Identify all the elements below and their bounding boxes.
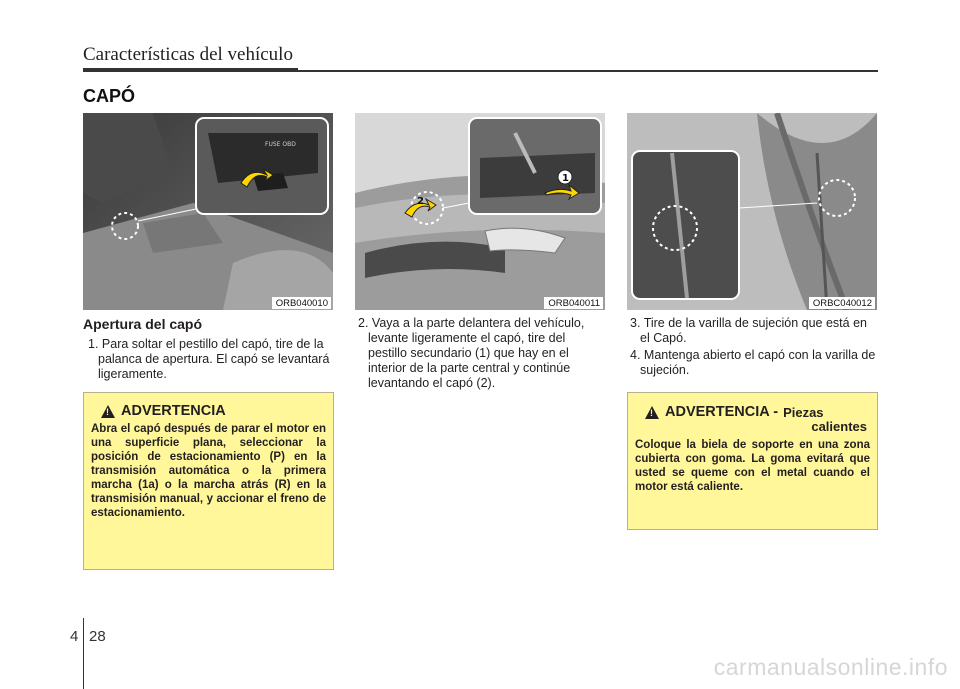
callout-one: 1	[562, 173, 569, 184]
step-number: 3.	[630, 316, 641, 330]
photo-front-latch	[355, 113, 605, 310]
warning-title: ADVERTENCIA	[121, 403, 226, 419]
step-1	[88, 337, 334, 382]
page-header-title: Características del vehículo	[83, 44, 293, 65]
warning-icon	[101, 405, 115, 418]
step-text: Vaya a la parte delantera del vehículo, levante ligeramente el capó, tire del pestillo secundario (1) que hay en el interior de la parte central y continúe levantando el capó (2).	[368, 316, 585, 390]
step-2	[358, 316, 605, 391]
warning-title-suffix: Piezas	[783, 404, 824, 420]
step-4	[630, 348, 878, 378]
page-number-divider	[83, 618, 84, 689]
step-number: 1.	[88, 337, 99, 351]
page-number: 28	[89, 628, 106, 645]
step-text: Para soltar el pestillo del capó, tire de la palanca de apertura. El capó se levantará ligeramente.	[98, 337, 330, 381]
photo-code: ORBC040012	[809, 297, 875, 309]
photo-code: ORB040010	[272, 297, 331, 309]
step-text: Tire de la varilla de sujeción que está en el Capó.	[640, 316, 867, 345]
chapter-number: 4	[70, 628, 79, 645]
photo-release-lever	[83, 113, 333, 310]
watermark: carmanualsonline.info	[713, 654, 948, 680]
header-rule	[83, 70, 878, 72]
warning-box	[83, 392, 334, 570]
section-title: CAPÓ	[83, 86, 136, 106]
callout-two: 2	[417, 196, 424, 207]
photo-code: ORB040011	[544, 297, 603, 309]
warning-title: ADVERTENCIA -	[665, 404, 779, 420]
warning-title-suffix-2: calientes	[811, 419, 867, 434]
warning-icon	[645, 406, 659, 419]
step-3	[630, 316, 878, 346]
step-number: 4.	[630, 348, 641, 362]
warning-box-hot-parts	[627, 392, 878, 530]
warning-text: Coloque la biela de soporte en una zona cubierta con goma. La goma evitará que usted se queme con el metal cuando el motor está caliente.	[635, 439, 870, 493]
step-number: 2.	[358, 316, 369, 330]
step-text: Mantenga abierto el capó con la varilla de sujeción.	[640, 348, 876, 377]
fuse-obd-label: FUSE OBD	[265, 141, 296, 148]
warning-text: Abra el capó después de parar el motor en una superficie plana, seleccionar la posición de estacionamiento (P) en la transmisión automática o la primera marcha (1a) o la marcha atrás (R) en la transmisión manual, y accionar el freno de estacionamiento.	[91, 423, 326, 519]
photo-support-rod	[627, 113, 877, 310]
subsection-title: Apertura del capó	[83, 316, 203, 332]
